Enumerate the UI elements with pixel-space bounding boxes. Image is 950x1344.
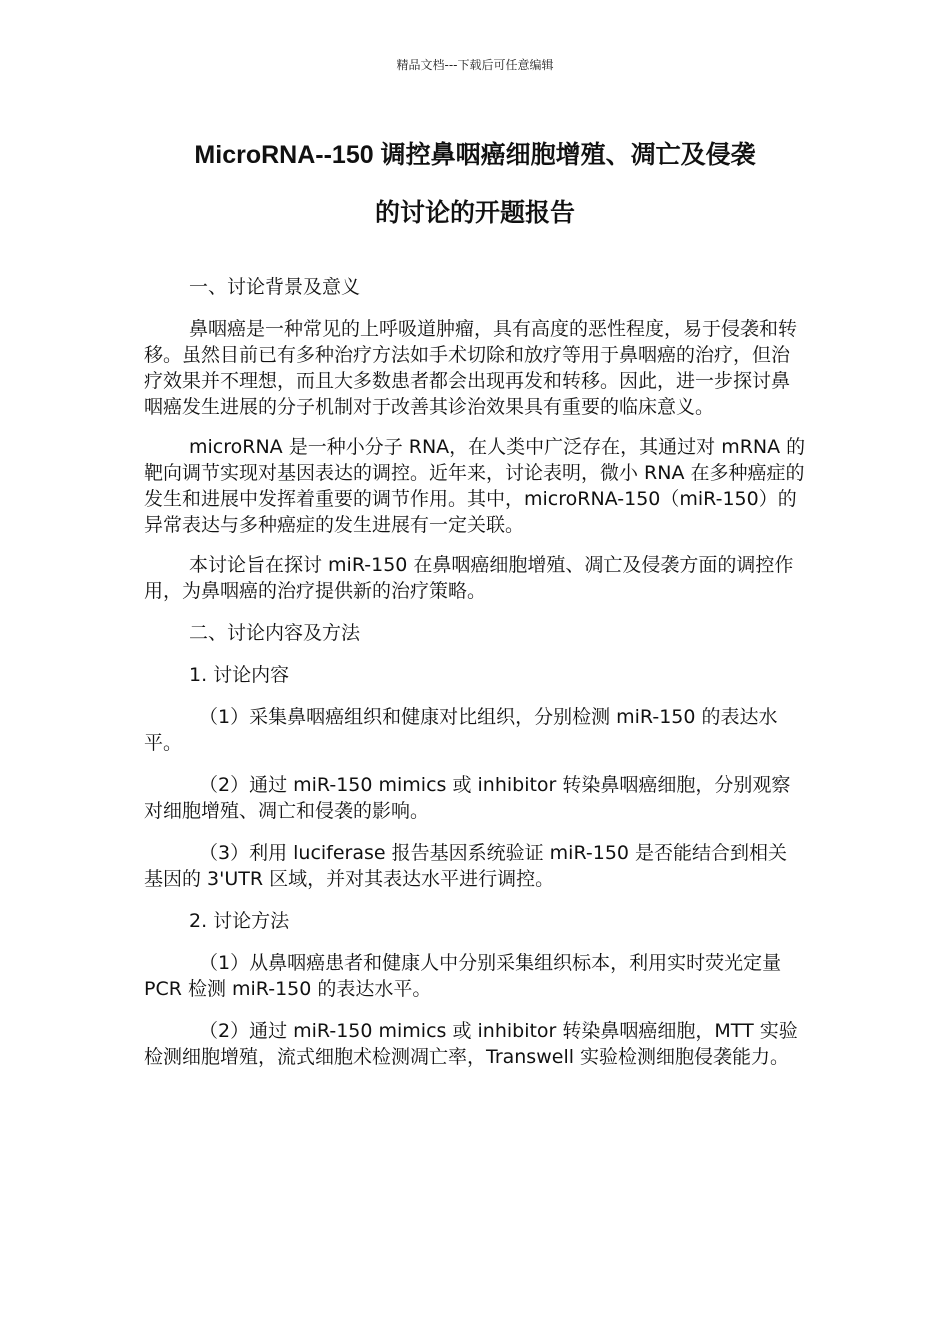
document-title-line-2: 的讨论的开题报告	[374, 199, 575, 227]
section-1-paragraph-3: 本讨论旨在探讨 miR-150 在鼻咽癌细胞增殖、凋亡及侵袭方面的调控作用，为鼻咽癌的治疗提供新的治疗策略。	[144, 554, 794, 602]
section-1-heading: 一、讨论背景及意义	[189, 276, 361, 298]
method-item-1: （1）从鼻咽癌患者和健康人中分别采集组织标本，利用实时荧光定量 PCR 检测 miR-150 的表达水平。	[144, 952, 782, 1000]
document-body	[144, 274, 806, 1070]
document-title-line-1: MicroRNA--150 调控鼻咽癌细胞增殖、凋亡及侵袭	[194, 141, 756, 169]
header-note: 精品文档---下载后可任意编辑	[396, 58, 554, 72]
section-1-paragraph-2: microRNA 是一种小分子 RNA，在人类中广泛存在，其通过对 mRNA 的靶向调节实现对基因表达的调控。近年来，讨论表明，微小 RNA 在多种癌症的发生和进展中发挥着重要的调节作用。其中，microRNA-150（miR-150）的异常表达与多种癌症的发生进展有一定关联。	[144, 436, 806, 536]
content-item-3: （3）利用 luciferase 报告基因系统验证 miR-150 是否能结合到相关基因的 3'UTR 区域，并对其表达水平进行调控。	[144, 842, 788, 890]
content-item-2: （2）通过 miR-150 mimics 或 inhibitor 转染鼻咽癌细胞，分别观察对细胞增殖、凋亡和侵袭的影响。	[144, 774, 791, 822]
section-2-subheading-methods: 2. 讨论方法	[189, 910, 290, 932]
content-item-1: （1）采集鼻咽癌组织和健康对比组织，分别检测 miR-150 的表达水平。	[144, 706, 778, 754]
method-item-2: （2）通过 miR-150 mimics 或 inhibitor 转染鼻咽癌细胞，MTT 实验检测细胞增殖，流式细胞术检测凋亡率，Transwell 实验检测细胞侵袭能力。	[144, 1020, 798, 1068]
section-2-subheading-content: 1. 讨论内容	[189, 664, 290, 686]
section-2-heading: 二、讨论内容及方法	[189, 622, 361, 644]
section-1-paragraph-1: 鼻咽癌是一种常见的上呼吸道肿瘤，具有高度的恶性程度，易于侵袭和转移。虽然目前已有多种治疗方法如手术切除和放疗等用于鼻咽癌的治疗，但治疗效果并不理想，而且大多数患者都会出现再发和转移。因此，进一步探讨鼻咽癌发生进展的分子机制对于改善其诊治效果具有重要的临床意义。	[144, 318, 798, 418]
